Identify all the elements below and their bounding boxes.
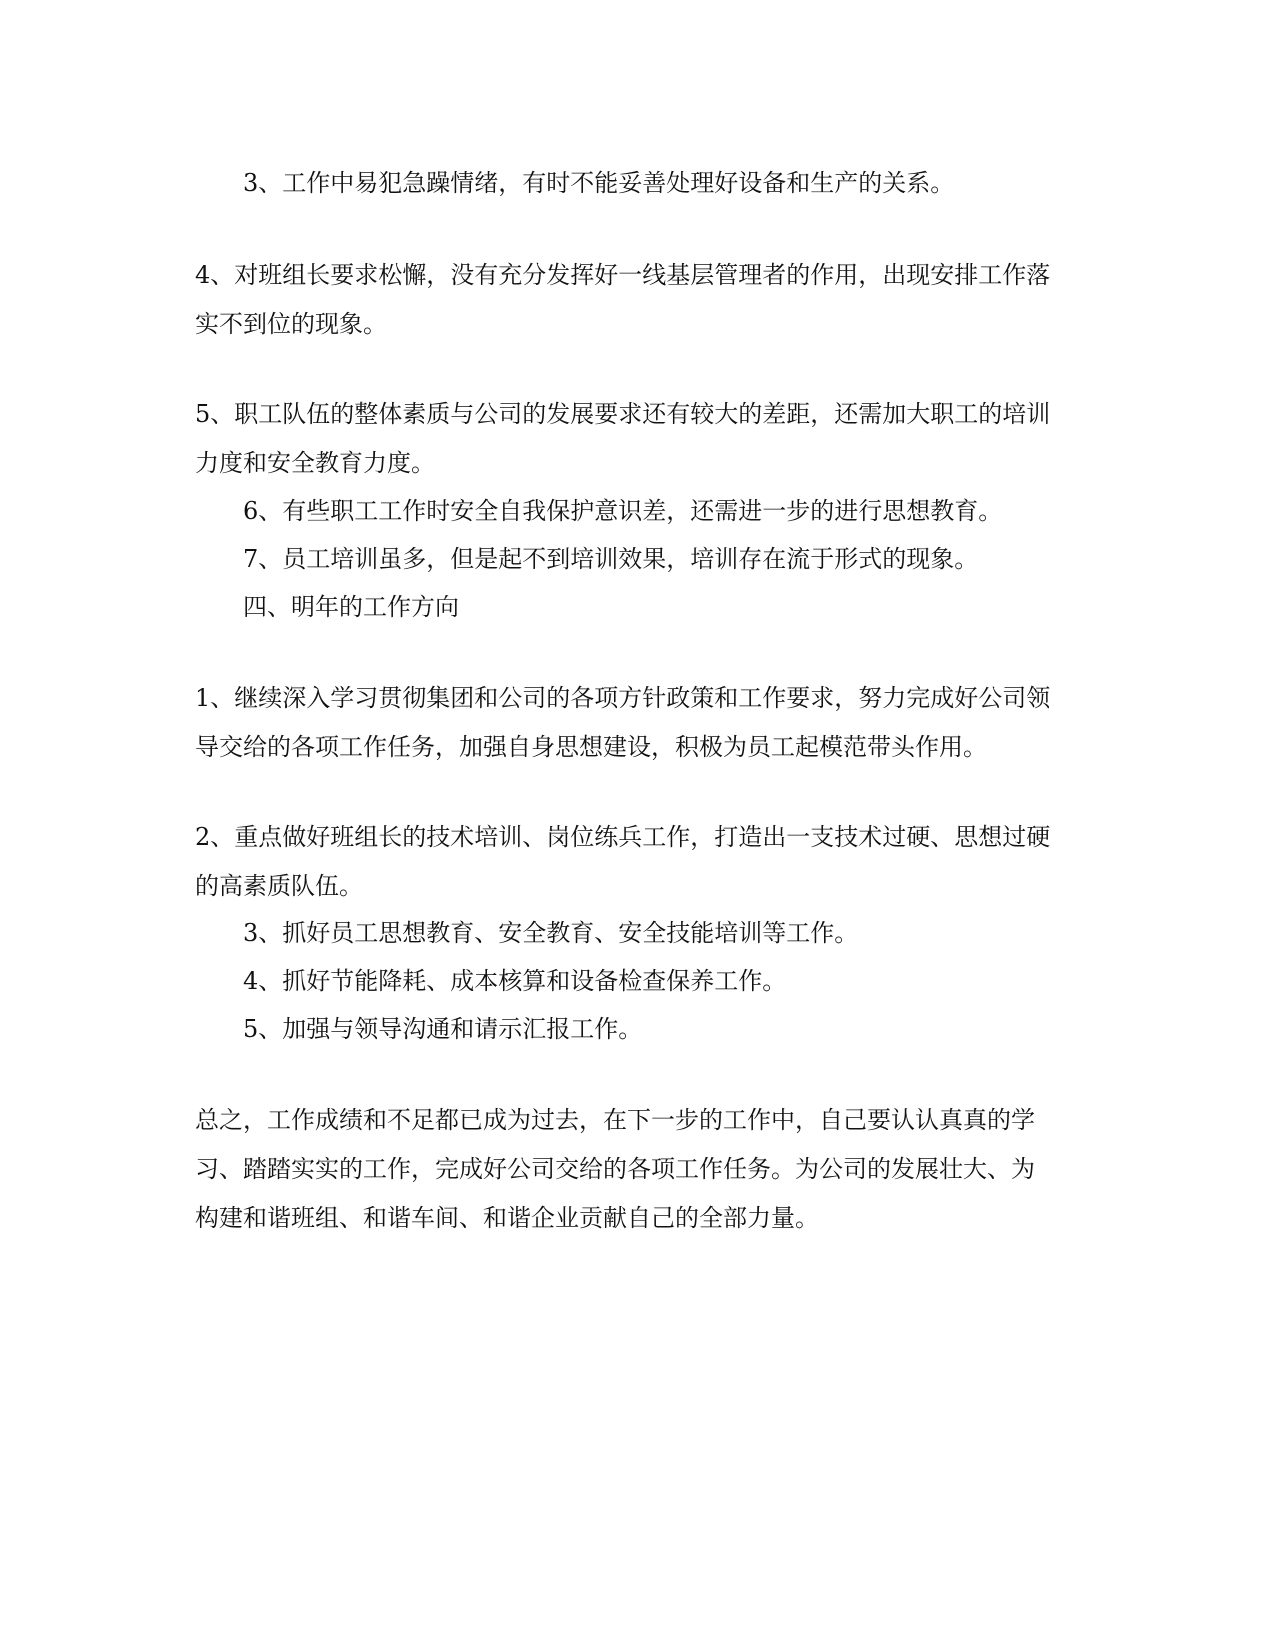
paragraph-line: 导交给的各项工作任务，加强自身思想建设，积极为员工起模范带头作用。 bbox=[195, 733, 987, 761]
paragraph-line: 1、继续深入学习贯彻集团和公司的各项方针政策和工作要求，努力完成好公司领 bbox=[195, 684, 1051, 712]
paragraph-line: 4、对班组长要求松懈，没有充分发挥好一线基层管理者的作用，出现安排工作落 bbox=[195, 261, 1051, 289]
section-heading-text: 四、明年的工作方向 bbox=[243, 593, 459, 621]
section-heading-next-year bbox=[195, 583, 1095, 632]
paragraph-line: 构建和谐班组、和谐车间、和谐企业贡献自己的全部力量。 bbox=[195, 1204, 819, 1232]
paragraph-problem-6 bbox=[195, 487, 1095, 536]
paragraph-line: 5、职工队伍的整体素质与公司的发展要求还有较大的差距，还需加大职工的培训 bbox=[195, 400, 1051, 428]
paragraph-line: 力度和安全教育力度。 bbox=[195, 449, 435, 477]
paragraph-plan-3 bbox=[195, 909, 1095, 958]
paragraph-problem-5 bbox=[195, 390, 1095, 488]
paragraph-plan-5 bbox=[195, 1005, 1095, 1054]
paragraph-problem-7 bbox=[195, 535, 1095, 584]
paragraph-conclusion bbox=[195, 1096, 1095, 1243]
paragraph-line: 5、加强与领导沟通和请示汇报工作。 bbox=[243, 1015, 643, 1043]
paragraph-line: 3、工作中易犯急躁情绪，有时不能妥善处理好设备和生产的关系。 bbox=[243, 169, 955, 197]
paragraph-line: 总之，工作成绩和不足都已成为过去，在下一步的工作中，自己要认认真真的学 bbox=[195, 1106, 1035, 1134]
paragraph-line: 6、有些职工工作时安全自我保护意识差，还需进一步的进行思想教育。 bbox=[243, 497, 1003, 525]
paragraph-problem-3 bbox=[195, 159, 1095, 208]
paragraph-line: 2、重点做好班组长的技术培训、岗位练兵工作，打造出一支技术过硬、思想过硬 bbox=[195, 823, 1051, 851]
paragraph-line: 习、踏踏实实的工作，完成好公司交给的各项工作任务。为公司的发展壮大、为 bbox=[195, 1155, 1035, 1183]
paragraph-line: 实不到位的现象。 bbox=[195, 310, 387, 338]
paragraph-plan-2 bbox=[195, 813, 1095, 911]
paragraph-line: 7、员工培训虽多，但是起不到培训效果，培训存在流于形式的现象。 bbox=[243, 545, 979, 573]
paragraph-line: 3、抓好员工思想教育、安全教育、安全技能培训等工作。 bbox=[243, 919, 859, 947]
paragraph-line: 的高素质队伍。 bbox=[195, 872, 363, 900]
paragraph-problem-4 bbox=[195, 251, 1095, 349]
paragraph-plan-4 bbox=[195, 957, 1095, 1006]
paragraph-line: 4、抓好节能降耗、成本核算和设备检查保养工作。 bbox=[243, 967, 787, 995]
paragraph-plan-1 bbox=[195, 674, 1095, 772]
